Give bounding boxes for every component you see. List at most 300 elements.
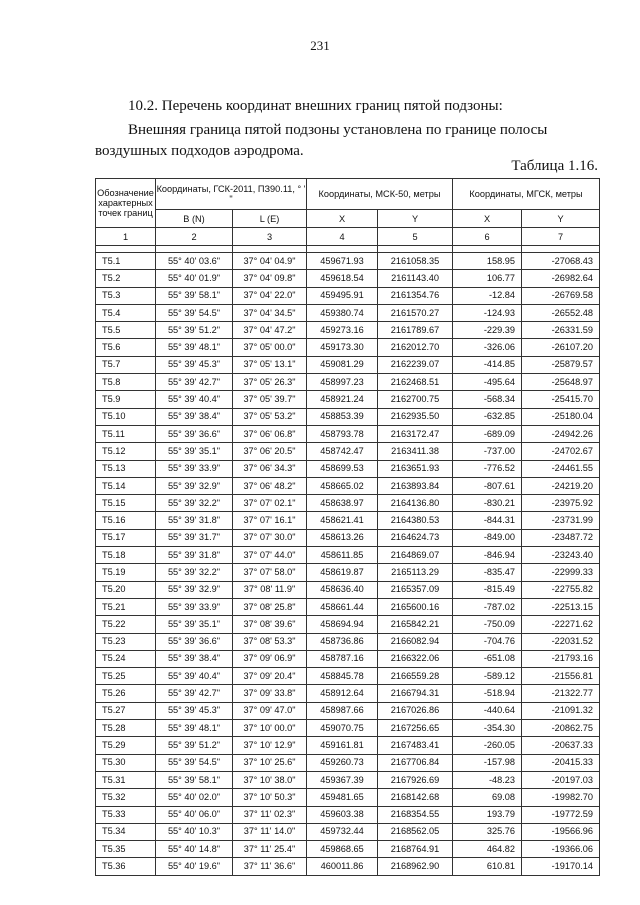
table-row: [96, 806, 600, 823]
cell-latitude: 55° 39' 54.5": [156, 754, 233, 771]
cell-mgsk-y: -26331.59: [522, 322, 600, 339]
header-col-number: 6: [453, 228, 522, 246]
cell-latitude: 55° 39' 35.1": [156, 616, 233, 633]
cell-msk-x: 459273.16: [307, 322, 378, 339]
cell-mgsk-y: -26982.64: [522, 270, 600, 287]
cell-point-id: Т5.10: [96, 408, 156, 425]
cell-latitude: 55° 39' 40.4": [156, 668, 233, 685]
cell-point-id: Т5.1: [96, 253, 156, 270]
cell-msk-y: 2161570.27: [378, 304, 453, 321]
cell-point-id: Т5.3: [96, 287, 156, 304]
cell-msk-x: 458638.97: [307, 495, 378, 512]
cell-mgsk-x: -495.64: [453, 374, 522, 391]
cell-mgsk-y: -19982.70: [522, 789, 600, 806]
header-col-number: 5: [378, 228, 453, 246]
cell-point-id: Т5.8: [96, 374, 156, 391]
header-col-number: 3: [233, 228, 307, 246]
cell-latitude: 55° 39' 51.2": [156, 322, 233, 339]
cell-point-id: Т5.17: [96, 529, 156, 546]
table-row: [96, 616, 600, 633]
cell-latitude: 55° 40' 14.8": [156, 841, 233, 858]
cell-msk-x: 458699.53: [307, 460, 378, 477]
cell-latitude: 55° 40' 03.6": [156, 253, 233, 270]
cell-msk-y: 2162935.50: [378, 408, 453, 425]
table-row: [96, 702, 600, 719]
cell-point-id: Т5.11: [96, 425, 156, 442]
cell-msk-y: 2165842.21: [378, 616, 453, 633]
cell-point-id: Т5.24: [96, 650, 156, 667]
table-row: [96, 391, 600, 408]
cell-point-id: Т5.6: [96, 339, 156, 356]
table-caption: Таблица 1.16.: [511, 158, 598, 174]
cell-latitude: 55° 39' 36.6": [156, 425, 233, 442]
cell-mgsk-x: 106.77: [453, 270, 522, 287]
cell-msk-x: 458987.66: [307, 702, 378, 719]
cell-longitude: 37° 07' 02.1": [233, 495, 307, 512]
cell-mgsk-y: -26107.20: [522, 339, 600, 356]
cell-mgsk-x: -835.47: [453, 564, 522, 581]
table-row: [96, 598, 600, 615]
cell-msk-y: 2166082.94: [378, 633, 453, 650]
cell-mgsk-y: -21793.16: [522, 650, 600, 667]
cell-mgsk-x: -157.98: [453, 754, 522, 771]
coordinates-table-body: [96, 253, 600, 876]
cell-mgsk-y: -25415.70: [522, 391, 600, 408]
cell-point-id: Т5.22: [96, 616, 156, 633]
cell-longitude: 37° 09' 47.0": [233, 702, 307, 719]
header-msk-coordinates: Координаты, МСК-50, метры: [307, 179, 453, 210]
cell-latitude: 55° 39' 51.2": [156, 737, 233, 754]
header-l-e: L (E): [233, 210, 307, 228]
cell-point-id: Т5.31: [96, 771, 156, 788]
cell-latitude: 55° 39' 42.7": [156, 685, 233, 702]
cell-mgsk-x: 193.79: [453, 806, 522, 823]
header-gsk-coordinates: Координаты, ГСК-2011, ПЗ90.11, ° ' ": [156, 179, 307, 210]
cell-longitude: 37° 04' 22.0": [233, 287, 307, 304]
cell-mgsk-y: -19772.59: [522, 806, 600, 823]
cell-mgsk-x: -844.31: [453, 512, 522, 529]
cell-msk-y: 2165113.29: [378, 564, 453, 581]
cell-msk-y: 2163893.84: [378, 477, 453, 494]
cell-msk-x: 458694.94: [307, 616, 378, 633]
cell-longitude: 37° 11' 25.4": [233, 841, 307, 858]
table-row: [96, 685, 600, 702]
header-mgsk-coordinates: Координаты, МГСК, метры: [453, 179, 600, 210]
cell-mgsk-y: -19170.14: [522, 858, 600, 875]
cell-longitude: 37° 07' 58.0": [233, 564, 307, 581]
cell-mgsk-y: -24702.67: [522, 443, 600, 460]
cell-mgsk-y: -25180.04: [522, 408, 600, 425]
cell-mgsk-x: -704.76: [453, 633, 522, 650]
cell-msk-y: 2164136.80: [378, 495, 453, 512]
cell-latitude: 55° 39' 33.9": [156, 460, 233, 477]
cell-mgsk-y: -20637.33: [522, 737, 600, 754]
cell-mgsk-x: -414.85: [453, 356, 522, 373]
table-row: [96, 650, 600, 667]
cell-point-id: Т5.30: [96, 754, 156, 771]
cell-longitude: 37° 08' 53.3": [233, 633, 307, 650]
cell-msk-x: 459481.65: [307, 789, 378, 806]
cell-longitude: 37° 10' 38.0": [233, 771, 307, 788]
cell-mgsk-x: -737.00: [453, 443, 522, 460]
cell-longitude: 37° 05' 13.1": [233, 356, 307, 373]
table-row: [96, 287, 600, 304]
cell-point-id: Т5.20: [96, 581, 156, 598]
table-row: [96, 443, 600, 460]
cell-msk-x: 459367.39: [307, 771, 378, 788]
cell-msk-x: 458736.86: [307, 633, 378, 650]
cell-point-id: Т5.19: [96, 564, 156, 581]
table-row: [96, 408, 600, 425]
cell-point-id: Т5.29: [96, 737, 156, 754]
cell-msk-y: 2162468.51: [378, 374, 453, 391]
cell-mgsk-y: -24942.26: [522, 425, 600, 442]
cell-mgsk-x: -518.94: [453, 685, 522, 702]
cell-msk-y: 2162012.70: [378, 339, 453, 356]
cell-longitude: 37° 11' 14.0": [233, 823, 307, 840]
cell-mgsk-y: -26552.48: [522, 304, 600, 321]
cell-msk-x: 459618.54: [307, 270, 378, 287]
cell-msk-y: 2161789.67: [378, 322, 453, 339]
table-row: [96, 754, 600, 771]
cell-longitude: 37° 08' 25.8": [233, 598, 307, 615]
cell-mgsk-x: -326.06: [453, 339, 522, 356]
header-col-number: 4: [307, 228, 378, 246]
cell-mgsk-x: -849.00: [453, 529, 522, 546]
cell-latitude: 55° 39' 40.4": [156, 391, 233, 408]
cell-latitude: 55° 39' 32.2": [156, 564, 233, 581]
cell-longitude: 37° 04' 04.9": [233, 253, 307, 270]
table-row: [96, 425, 600, 442]
cell-point-id: Т5.26: [96, 685, 156, 702]
cell-mgsk-x: 610.81: [453, 858, 522, 875]
cell-msk-x: 458661.44: [307, 598, 378, 615]
cell-point-id: Т5.13: [96, 460, 156, 477]
cell-msk-x: 459603.38: [307, 806, 378, 823]
cell-msk-y: 2167706.84: [378, 754, 453, 771]
cell-mgsk-y: -20415.33: [522, 754, 600, 771]
table-row: [96, 512, 600, 529]
cell-msk-y: 2168764.91: [378, 841, 453, 858]
cell-latitude: 55° 39' 42.7": [156, 374, 233, 391]
cell-longitude: 37° 06' 34.3": [233, 460, 307, 477]
cell-mgsk-y: -27068.43: [522, 253, 600, 270]
cell-msk-x: 459173.30: [307, 339, 378, 356]
table-row: [96, 823, 600, 840]
cell-latitude: 55° 39' 35.1": [156, 443, 233, 460]
cell-longitude: 37° 08' 11.9": [233, 581, 307, 598]
header-msk-x: X: [307, 210, 378, 228]
cell-mgsk-y: -23731.99: [522, 512, 600, 529]
cell-msk-x: 458921.24: [307, 391, 378, 408]
cell-latitude: 55° 39' 31.8": [156, 547, 233, 564]
cell-mgsk-y: -24461.55: [522, 460, 600, 477]
cell-longitude: 37° 06' 06.8": [233, 425, 307, 442]
cell-mgsk-x: -440.64: [453, 702, 522, 719]
cell-longitude: 37° 06' 48.2": [233, 477, 307, 494]
table-row: [96, 564, 600, 581]
cell-msk-x: 458621.41: [307, 512, 378, 529]
cell-longitude: 37° 08' 39.6": [233, 616, 307, 633]
cell-point-id: Т5.21: [96, 598, 156, 615]
cell-msk-x: 459495.91: [307, 287, 378, 304]
table-row: [96, 668, 600, 685]
cell-latitude: 55° 39' 32.2": [156, 495, 233, 512]
cell-longitude: 37° 10' 00.0": [233, 720, 307, 737]
cell-point-id: Т5.25: [96, 668, 156, 685]
cell-latitude: 55° 39' 45.3": [156, 356, 233, 373]
cell-point-id: Т5.27: [96, 702, 156, 719]
cell-msk-x: 458845.78: [307, 668, 378, 685]
cell-longitude: 37° 10' 50.3": [233, 789, 307, 806]
cell-point-id: Т5.35: [96, 841, 156, 858]
header-col-number: 1: [96, 228, 156, 246]
cell-msk-x: 459380.74: [307, 304, 378, 321]
cell-latitude: 55° 40' 06.0": [156, 806, 233, 823]
cell-latitude: 55° 39' 32.9": [156, 477, 233, 494]
cell-mgsk-x: -589.12: [453, 668, 522, 685]
cell-msk-x: 459671.93: [307, 253, 378, 270]
cell-msk-x: 458665.02: [307, 477, 378, 494]
cell-msk-y: 2161058.35: [378, 253, 453, 270]
cell-mgsk-y: -21322.77: [522, 685, 600, 702]
cell-mgsk-x: -807.61: [453, 477, 522, 494]
cell-longitude: 37° 10' 25.6": [233, 754, 307, 771]
table-row: [96, 460, 600, 477]
table-row: [96, 495, 600, 512]
table-row: [96, 858, 600, 875]
cell-mgsk-y: -22513.15: [522, 598, 600, 615]
cell-latitude: 55° 39' 48.1": [156, 339, 233, 356]
cell-longitude: 37° 09' 33.8": [233, 685, 307, 702]
cell-msk-x: 458613.26: [307, 529, 378, 546]
cell-mgsk-x: -846.94: [453, 547, 522, 564]
cell-longitude: 37° 06' 20.5": [233, 443, 307, 460]
table-row: [96, 339, 600, 356]
cell-msk-y: 2161354.76: [378, 287, 453, 304]
cell-msk-y: 2167483.41: [378, 737, 453, 754]
cell-mgsk-x: -830.21: [453, 495, 522, 512]
table-row: [96, 304, 600, 321]
cell-point-id: Т5.28: [96, 720, 156, 737]
cell-longitude: 37° 05' 00.0": [233, 339, 307, 356]
cell-point-id: Т5.18: [96, 547, 156, 564]
table-row: [96, 322, 600, 339]
cell-mgsk-y: -26769.58: [522, 287, 600, 304]
cell-mgsk-y: -23243.40: [522, 547, 600, 564]
cell-mgsk-y: -20197.03: [522, 771, 600, 788]
cell-mgsk-x: 69.08: [453, 789, 522, 806]
cell-latitude: 55° 40' 19.6": [156, 858, 233, 875]
header-msk-y: Y: [378, 210, 453, 228]
cell-latitude: 55° 39' 31.8": [156, 512, 233, 529]
cell-mgsk-y: -22271.62: [522, 616, 600, 633]
table-row: [96, 374, 600, 391]
cell-mgsk-x: 158.95: [453, 253, 522, 270]
cell-msk-y: 2163411.38: [378, 443, 453, 460]
cell-msk-x: 458619.87: [307, 564, 378, 581]
header-spacer-row: [96, 246, 600, 253]
cell-msk-y: 2167026.86: [378, 702, 453, 719]
cell-msk-y: 2162239.07: [378, 356, 453, 373]
table-row: [96, 253, 600, 270]
cell-latitude: 55° 39' 58.1": [156, 771, 233, 788]
cell-point-id: Т5.15: [96, 495, 156, 512]
cell-mgsk-y: -20862.75: [522, 720, 600, 737]
cell-msk-y: 2168142.68: [378, 789, 453, 806]
cell-latitude: 55° 39' 58.1": [156, 287, 233, 304]
page-number: 231: [310, 38, 330, 53]
cell-mgsk-y: -23975.92: [522, 495, 600, 512]
cell-mgsk-x: -776.52: [453, 460, 522, 477]
cell-longitude: 37° 07' 16.1": [233, 512, 307, 529]
cell-msk-y: 2164380.53: [378, 512, 453, 529]
cell-msk-y: 2165357.09: [378, 581, 453, 598]
cell-longitude: 37° 04' 09.8": [233, 270, 307, 287]
cell-mgsk-y: -19366.06: [522, 841, 600, 858]
cell-msk-x: 458997.23: [307, 374, 378, 391]
cell-longitude: 37° 05' 26.3": [233, 374, 307, 391]
cell-latitude: 55° 39' 45.3": [156, 702, 233, 719]
table-row: [96, 270, 600, 287]
cell-longitude: 37° 11' 36.6": [233, 858, 307, 875]
cell-point-id: Т5.34: [96, 823, 156, 840]
cell-mgsk-x: -260.05: [453, 737, 522, 754]
header-col-number: 7: [522, 228, 600, 246]
cell-msk-y: 2161143.40: [378, 270, 453, 287]
cell-msk-y: 2164869.07: [378, 547, 453, 564]
cell-latitude: 55° 39' 31.7": [156, 529, 233, 546]
cell-msk-x: 458742.47: [307, 443, 378, 460]
cell-latitude: 55° 39' 33.9": [156, 598, 233, 615]
cell-point-id: Т5.23: [96, 633, 156, 650]
cell-point-id: Т5.36: [96, 858, 156, 875]
cell-msk-y: 2163172.47: [378, 425, 453, 442]
cell-mgsk-y: -22999.33: [522, 564, 600, 581]
cell-msk-y: 2167256.65: [378, 720, 453, 737]
cell-longitude: 37° 04' 47.2": [233, 322, 307, 339]
cell-point-id: Т5.4: [96, 304, 156, 321]
cell-longitude: 37° 05' 53.2": [233, 408, 307, 425]
cell-msk-y: 2164624.73: [378, 529, 453, 546]
cell-latitude: 55° 40' 10.3": [156, 823, 233, 840]
cell-mgsk-x: -787.02: [453, 598, 522, 615]
cell-msk-x: 458853.39: [307, 408, 378, 425]
cell-mgsk-x: -229.39: [453, 322, 522, 339]
cell-latitude: 55° 39' 36.6": [156, 633, 233, 650]
cell-msk-y: 2162700.75: [378, 391, 453, 408]
cell-msk-y: 2168562.05: [378, 823, 453, 840]
table-row: [96, 529, 600, 546]
cell-msk-y: 2168962.90: [378, 858, 453, 875]
cell-point-id: Т5.32: [96, 789, 156, 806]
cell-mgsk-y: -21091.32: [522, 702, 600, 719]
cell-mgsk-y: -23487.72: [522, 529, 600, 546]
cell-mgsk-x: -651.08: [453, 650, 522, 667]
cell-msk-x: 459161.81: [307, 737, 378, 754]
cell-msk-y: 2163651.93: [378, 460, 453, 477]
cell-mgsk-x: -48.23: [453, 771, 522, 788]
cell-msk-x: 458793.78: [307, 425, 378, 442]
cell-mgsk-x: -12.84: [453, 287, 522, 304]
section-heading: 10.2. Перечень координат внешних границ пятой подзоны:: [128, 98, 503, 114]
header-mgsk-x: X: [453, 210, 522, 228]
cell-msk-x: 458636.40: [307, 581, 378, 598]
cell-mgsk-x: -815.49: [453, 581, 522, 598]
cell-msk-x: 459732.44: [307, 823, 378, 840]
table-row: [96, 581, 600, 598]
cell-msk-y: 2165600.16: [378, 598, 453, 615]
cell-msk-x: 458787.16: [307, 650, 378, 667]
cell-msk-x: 459868.65: [307, 841, 378, 858]
cell-mgsk-x: 464.82: [453, 841, 522, 858]
cell-longitude: 37° 10' 12.9": [233, 737, 307, 754]
cell-mgsk-x: -750.09: [453, 616, 522, 633]
cell-msk-y: 2166559.28: [378, 668, 453, 685]
cell-mgsk-x: 325.76: [453, 823, 522, 840]
cell-mgsk-y: -21556.81: [522, 668, 600, 685]
cell-latitude: 55° 39' 38.4": [156, 408, 233, 425]
header-b-n: B (N): [156, 210, 233, 228]
cell-latitude: 55° 39' 54.5": [156, 304, 233, 321]
cell-msk-x: 458611.85: [307, 547, 378, 564]
table-row: [96, 477, 600, 494]
cell-msk-x: 459260.73: [307, 754, 378, 771]
header-col-number: 2: [156, 228, 233, 246]
cell-longitude: 37° 07' 30.0": [233, 529, 307, 546]
cell-latitude: 55° 40' 02.0": [156, 789, 233, 806]
section-paragraph: Внешняя граница пятой подзоны установлена по границе полосы воздушных подходов аэродрома.: [95, 122, 548, 159]
cell-msk-y: 2167926.69: [378, 771, 453, 788]
cell-mgsk-x: -568.34: [453, 391, 522, 408]
table-row: [96, 737, 600, 754]
cell-mgsk-y: -24219.20: [522, 477, 600, 494]
cell-point-id: Т5.16: [96, 512, 156, 529]
table-row: [96, 789, 600, 806]
cell-point-id: Т5.9: [96, 391, 156, 408]
cell-mgsk-x: -354.30: [453, 720, 522, 737]
cell-msk-x: 458912.64: [307, 685, 378, 702]
cell-msk-x: 460011.86: [307, 858, 378, 875]
header-mgsk-y: Y: [522, 210, 600, 228]
cell-longitude: 37° 09' 20.4": [233, 668, 307, 685]
cell-mgsk-y: -25879.57: [522, 356, 600, 373]
cell-msk-y: 2166322.06: [378, 650, 453, 667]
cell-mgsk-x: -124.93: [453, 304, 522, 321]
cell-latitude: 55° 39' 32.9": [156, 581, 233, 598]
cell-longitude: 37° 11' 02.3": [233, 806, 307, 823]
table-row: [96, 841, 600, 858]
cell-mgsk-x: -632.85: [453, 408, 522, 425]
cell-longitude: 37° 07' 44.0": [233, 547, 307, 564]
coordinates-table: [95, 178, 600, 876]
cell-mgsk-y: -25648.97: [522, 374, 600, 391]
cell-mgsk-y: -19566.96: [522, 823, 600, 840]
cell-point-id: Т5.2: [96, 270, 156, 287]
cell-latitude: 55° 40' 01.9": [156, 270, 233, 287]
header-point-designation: Обозначение характерных точек границ: [96, 179, 156, 228]
cell-msk-x: 459070.75: [307, 720, 378, 737]
cell-mgsk-y: -22031.52: [522, 633, 600, 650]
table-row: [96, 547, 600, 564]
cell-point-id: Т5.14: [96, 477, 156, 494]
table-row: [96, 771, 600, 788]
table-row: [96, 356, 600, 373]
cell-point-id: Т5.7: [96, 356, 156, 373]
cell-msk-y: 2166794.31: [378, 685, 453, 702]
cell-longitude: 37° 05' 39.7": [233, 391, 307, 408]
cell-mgsk-y: -22755.82: [522, 581, 600, 598]
